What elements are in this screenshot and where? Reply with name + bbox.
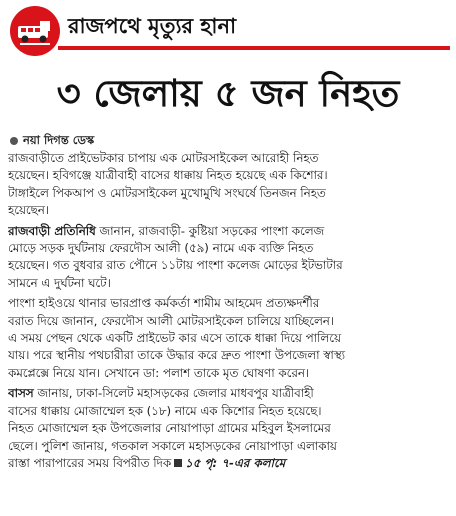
series-title: রাজপথে মৃত্যুর হানা [68, 14, 237, 38]
text-line: হয়েছেন। হবিগঞ্জে যাত্রীবাহী বাসের ধাক্কায় নিহত হয়েছে এক কিশোর। [8, 168, 328, 183]
text-line: পাংশা হাইওয়ে থানার ভারপ্রাপ্ত কর্মকর্তা শামীম আহমেদ প্রত্যক্ষদর্শীর [8, 296, 320, 311]
text-line: টাঙ্গাইলে পিকআপ ও মোটরসাইকেল মুখোমুখি সংঘর্ষে তিনজন নিহত [8, 185, 326, 200]
paragraph-lead: রাজবাড়ী প্রতিনিধি [8, 223, 96, 238]
byline [10, 132, 94, 151]
paragraph [8, 385, 448, 472]
paragraph-lead: বাসস [8, 386, 34, 401]
text-line: যায়। পরে স্থানীয় পথচারীরা তাকে উদ্ধার করে দ্রুত পাংশা উপজেলা স্বাস্থ্য [8, 348, 346, 363]
paragraph [8, 150, 448, 220]
continuation-note: ১৫ পৃ: ৭-এর কলামে [185, 455, 286, 470]
text-line: হয়েছেন। গত বুধবার রাত পৌনে ১১টায় পাংশা কলেজ মোড়ের ইটভাটার [8, 258, 343, 273]
text-line: রাস্তা পারাপারের সময় বিপরীত দিক ১৫ পৃ: ৭-এর কলামে [8, 455, 286, 470]
text-line: বরাত দিয়ে জানান, ফেরদৌস আলী মোটরসাইকেল চালিয়ে যাচ্ছিলেন। [8, 313, 334, 328]
headline: ৩ জেলায় ৫ জন নিহত [56, 72, 400, 115]
paragraph [8, 295, 448, 382]
text-line: এ সময় পেছন থেকে একটি প্রাইভেট কার এসে তাকে ধাক্কা দিয়ে পালিয়ে [8, 331, 341, 346]
text-line: বাসের ধাক্কায় মোজাম্মেল হক (১৮) নামে এক কিশোর নিহত হয়েছে। [8, 403, 322, 418]
paragraph [8, 223, 448, 293]
text-line: ছেলে। পুলিশ জানায়, গতকাল সকালে মহাসড়কের নোয়াপাড়া এলাকায় [8, 438, 337, 453]
byline-text: নয়া দিগন্ত ডেস্ক [23, 133, 95, 147]
text-line: বাসস জানায়, ঢাকা-সিলেট মহাসড়কের জেলার মাধবপুর যাত্রীবাহী [8, 386, 314, 401]
text-line: কমপ্লেক্সে নিয়ে যান। সেখানে ডা: পলাশ তাকে মৃত ঘোষণা করেন। [8, 365, 310, 380]
text-line: নিহত মোজাম্মেল হক উপজেলার নোয়াপাড়া গ্রামের মহিবুল ইসলামের [8, 421, 331, 436]
text-line: হয়েছেন। [8, 203, 50, 218]
square-bullet-icon [174, 459, 182, 467]
bullet-icon [10, 137, 18, 145]
text-line: রাজবাড়ী প্রতিনিধি জানান, রাজবাড়ী- কুষ্টিয়া সড়কের পাংশা কলেজ [8, 223, 325, 238]
section-header [8, 6, 448, 62]
header-divider [58, 46, 450, 50]
accident-logo-icon [10, 6, 60, 56]
text-line: মোড়ে সড়ক দুর্ঘটনায় ফেরদৌস আলী (৫৯) নামে এক ব্যক্তি নিহত [8, 241, 314, 256]
text-line: সামনে এ দুর্ঘটনা ঘটে। [8, 275, 111, 290]
article-body [8, 150, 448, 475]
text-line: রাজবাড়ীতে প্রাইভেটকার চাপায় এক মোটরসাইকেল আরোহী নিহত [8, 151, 319, 165]
